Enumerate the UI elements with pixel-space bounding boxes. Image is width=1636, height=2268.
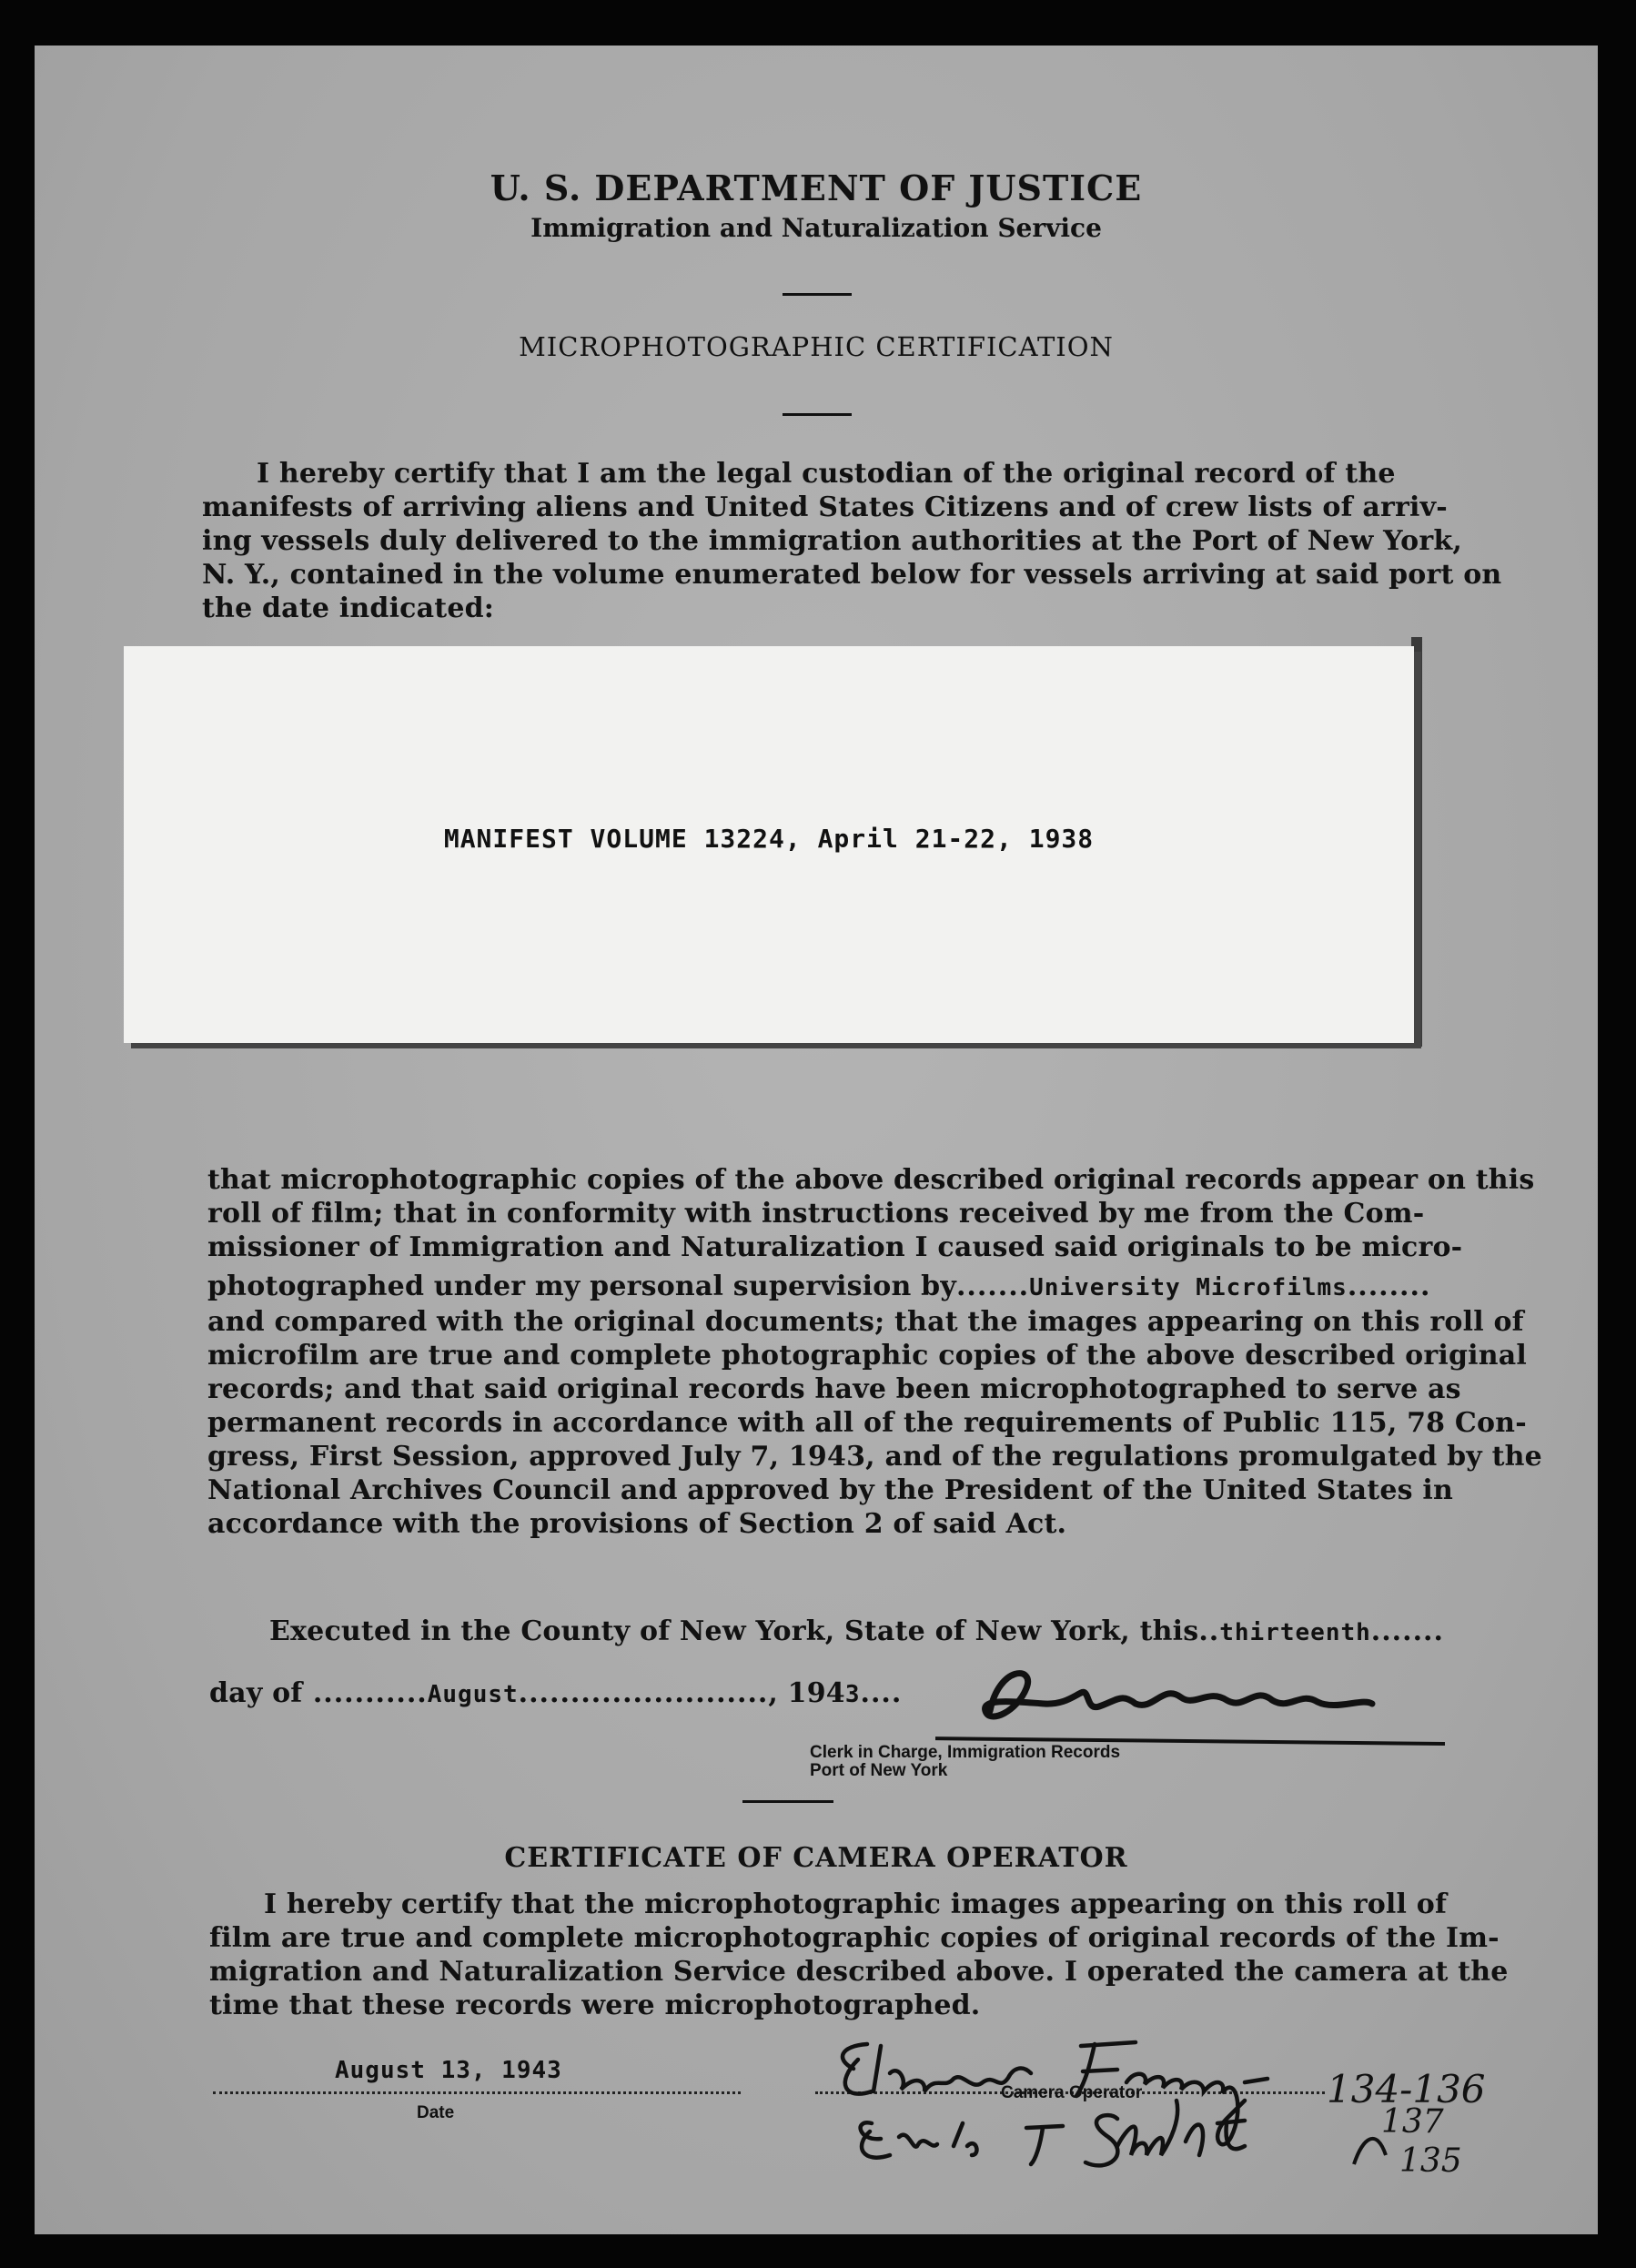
intro-paragraph [202,457,1502,625]
manifest-volume-text: MANIFEST VOLUME 13224, April 21-22, 1938 [443,824,1095,854]
body-line: National Archives Council and approved by the President of the United States in [207,1474,1453,1506]
signature-note: 134-136 [1327,2067,1486,2111]
camera-line: time that these records were microphotographed. [209,1990,981,2021]
date-underline [213,2091,741,2094]
body-line: roll of film; that in conformity with instructions received by me from the Com- [207,1198,1425,1230]
certification-title: MICROPHOTOGRAPHIC CERTIFICATION [519,331,1114,362]
intro-line: the date indicated: [202,592,495,624]
intro-line: ing vessels duly delivered to the immigration authorities at the Port of New York, [202,525,1463,557]
camera-line: migration and Naturalization Service described above. I operated the camera at the [209,1956,1509,1988]
department-heading: U. S. DEPARTMENT OF JUSTICE [490,167,1143,208]
executed-day-value: thirteenth [1219,1619,1371,1646]
service-subheading: Immigration and Naturalization Service [530,213,1102,243]
executed-prefix: Executed in the County of New York, State of New York, this [269,1615,1199,1647]
executed-line: Executed in the County of New York, State of New York, this..thirteenth....... [269,1615,1444,1647]
clerk-signature [935,1647,1463,1757]
intro-line: N. Y., contained in the volume enumerated below for vessels arriving at said port on [202,559,1502,591]
clerk-title-line1: Clerk in Charge, Immigration Records [810,1743,1121,1762]
body-paragraph [207,1163,1542,1541]
camera-paragraph [209,1888,1509,2022]
body-line: permanent records in accordance with all of the requirements of Public 115, 78 Con- [207,1407,1527,1439]
manifest-card [124,646,1414,1043]
intro-line: manifests of arriving aliens and United States Citizens and of crew lists of arriv- [202,491,1448,523]
vendor-prefix: photographed under my personal supervision by [207,1271,956,1302]
certificate-page [35,46,1598,2234]
intro-line: I hereby certify that I am the legal custodian of the original record of the [257,458,1396,490]
vendor-line: photographed under my personal supervision by.......University Microfilms........ [207,1271,1431,1302]
body-line: accordance with the provisions of Section 2 of said Act. [207,1508,1067,1540]
clerk-title-line2: Port of New York [810,1761,948,1780]
date-label: Date [417,2103,455,2122]
body-line: records; and that said original records have been microphotographed to serve as [207,1373,1461,1405]
vendor-name: University Microfilms [1029,1274,1348,1301]
year-prefix: , 194 [768,1677,845,1709]
clerk-title [810,1744,1120,1780]
camera-operator-label: Camera Operator [1001,2083,1143,2102]
day-of-line: day of ...........August........................, 1943.... [209,1677,903,1709]
day-of-label: day of [209,1677,303,1709]
divider [783,293,852,296]
body-line: that microphotographic copies of the above described original records appear on this [207,1164,1535,1196]
month-value: August [427,1681,519,1708]
body-line: gress, First Session, approved July 7, 1943, and of the regulations promulgated by the [207,1441,1542,1473]
camera-date-value: August 13, 1943 [335,2057,562,2084]
body-line: and compared with the original documents; that the images appearing on this roll of [207,1306,1524,1338]
year-digit: 3 [844,1681,861,1708]
signature-note: 135 [1399,2142,1462,2180]
body-line: microfilm are true and complete photographic copies of the above described original [207,1340,1527,1372]
operator-signatures [817,2019,1563,2201]
divider [742,1800,833,1803]
camera-line: I hereby certify that the microphotographic images appearing on this roll of [264,1888,1448,1920]
signature-note: 137 [1381,2103,1444,2141]
divider [783,413,852,416]
camera-line: film are true and complete microphotographic copies of original records of the Im- [209,1922,1500,1954]
camera-certificate-title: CERTIFICATE OF CAMERA OPERATOR [504,1842,1128,1874]
body-line: missioner of Immigration and Naturalization I caused said originals to be micro- [207,1231,1463,1263]
